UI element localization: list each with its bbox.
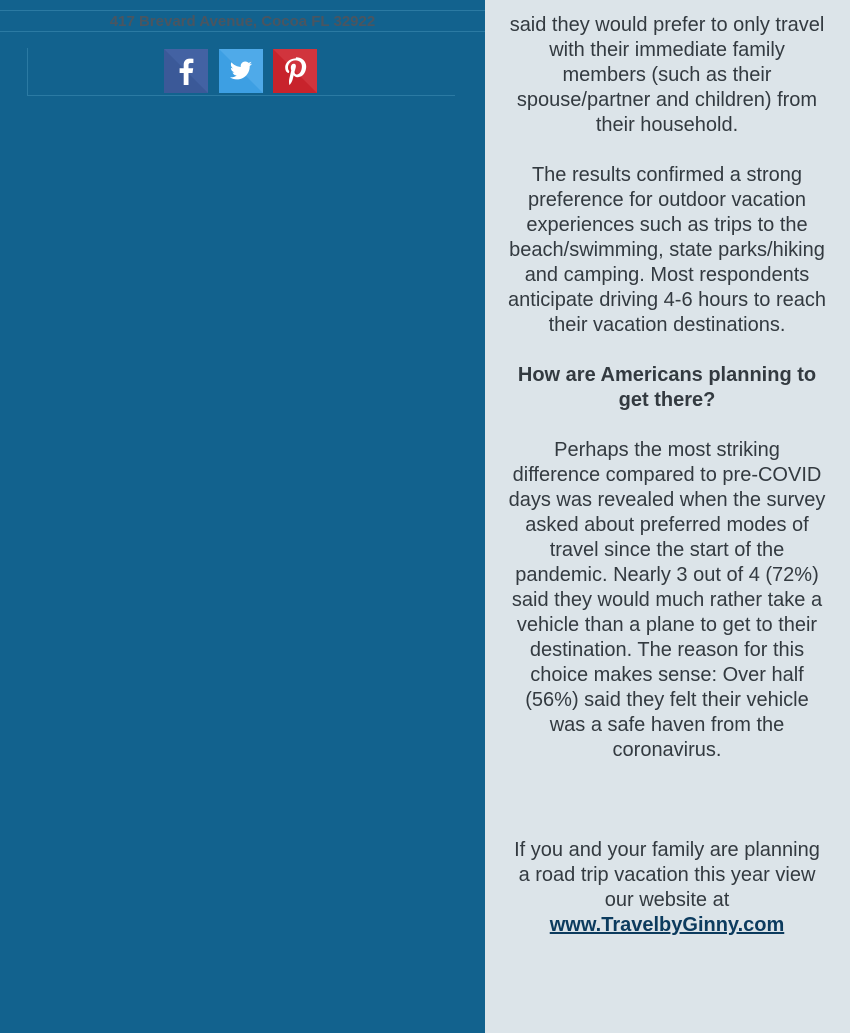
article-paragraph: The results confirmed a strong preference for outdoor vacation experiences such as trips to the beach/swimming, state parks/hiking and camping. Most respondents anticipate driving 4-6 hours to reach their vacation destinations.	[508, 164, 826, 336]
website-link[interactable]: www.TravelbyGinny.com	[549, 914, 785, 936]
article-body	[508, 13, 826, 938]
section-heading: How are Americans planning to get there?	[517, 364, 817, 411]
twitter-button[interactable]	[219, 49, 263, 93]
facebook-button[interactable]	[164, 49, 208, 93]
article-paragraph: said they would prefer to only travel with their immediate family members (such as their spouse/partner and children) from their household.	[509, 14, 825, 136]
social-links-row	[27, 48, 455, 96]
pinterest-icon	[273, 49, 317, 93]
address-text: 417 Brevard Avenue, Cocoa FL 32922	[0, 10, 485, 32]
twitter-icon	[219, 49, 263, 93]
article-paragraph: Perhaps the most striking difference compared to pre-COVID days was revealed when the survey asked about preferred modes of travel since the start of the pandemic. Nearly 3 out of 4 (72%) said they would much rather take a vehicle than a plane to get to their destination. The reason for this choice makes sense: Over half (56%) said they felt their vehicle was a safe haven from the coronavirus.	[508, 439, 826, 761]
facebook-icon	[164, 49, 208, 93]
pinterest-button[interactable]	[273, 49, 317, 93]
cta-paragraph	[508, 838, 826, 938]
cta-text: If you and your family are planning a road trip vacation this year view our website at	[514, 839, 820, 911]
